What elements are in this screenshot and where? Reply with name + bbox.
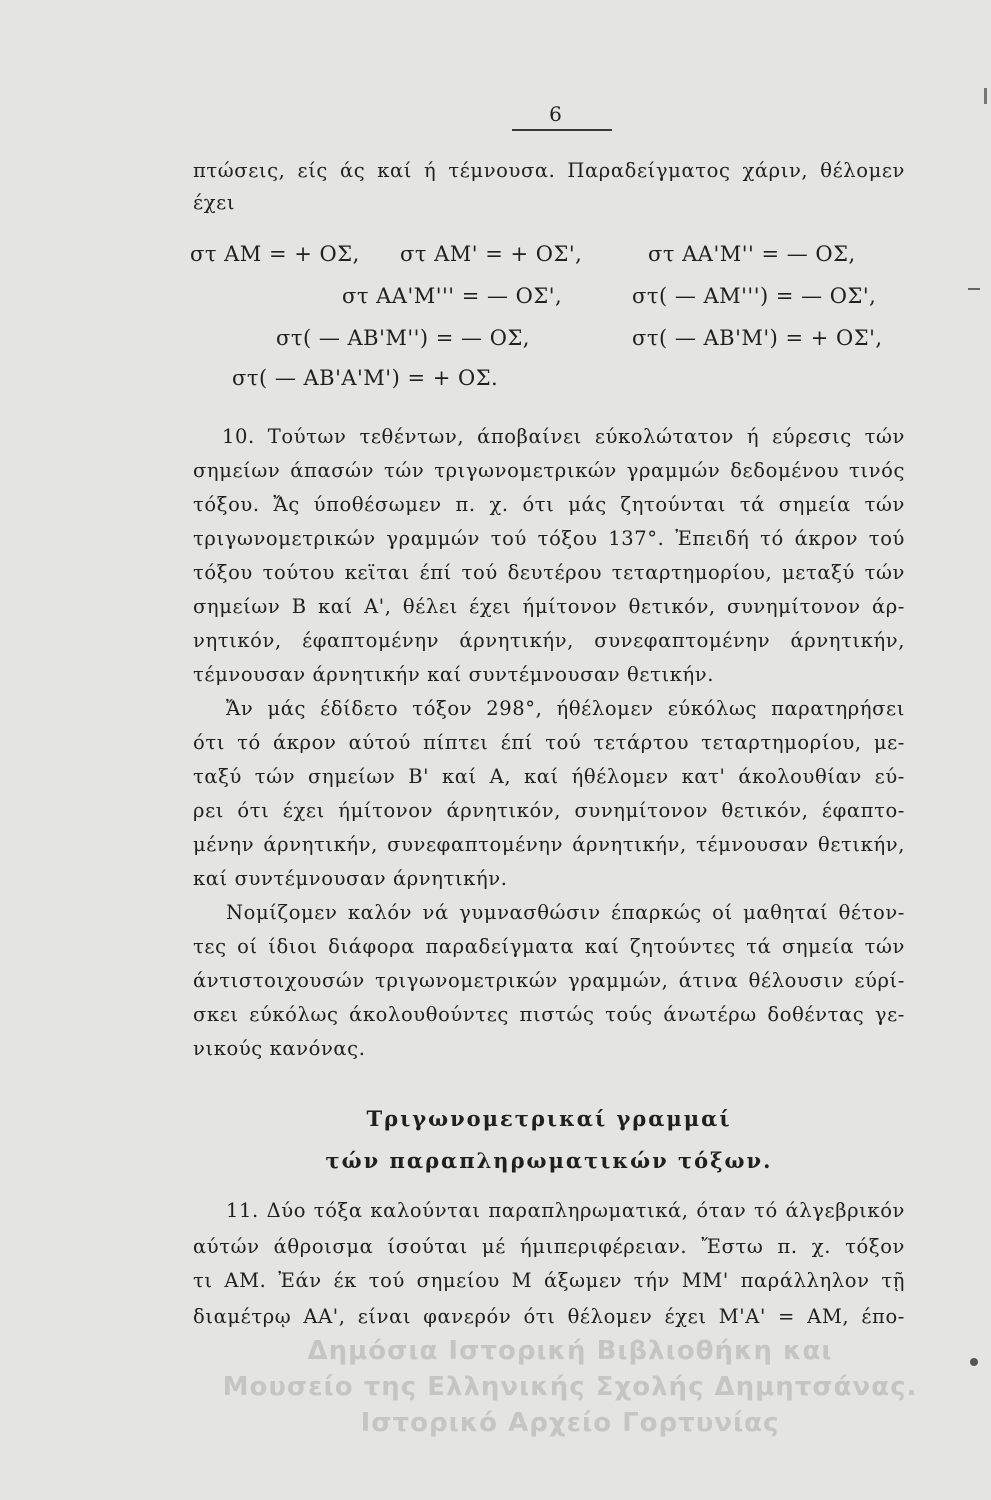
- text-line: τέμνουσαν άρνητικήν καί συντέμνουσαν θετικήν.: [193, 663, 715, 686]
- text-line: Ἄν μάς έδίδετο τόξον 298°, ήθέλομεν εύκόλως παρατηρήσει: [226, 697, 905, 720]
- text-line: σκει εύκόλως άκολουθούντες πιστώς τούς άνωτέρω δοθέντας γε-: [193, 1003, 905, 1026]
- text-line: τόξου. Ἄς ύποθέσωμεν π. χ. ότι μάς ζητούνται τά σημεία τών: [193, 493, 905, 516]
- library-watermark: Δημόσια Ιστορική Βιβλιοθήκη και: [307, 1336, 833, 1366]
- formula: στ ΑΜ = + ΟΣ,: [190, 242, 360, 266]
- page-edge-mark: [970, 1358, 978, 1366]
- formula: στ( — ΑΒ'Μ') = + ΟΣ',: [632, 326, 883, 350]
- text-line: αύτών άθροισμα ίσούται μέ ήμιπεριφέρειαν. Ἔστω π. χ. τόξον: [193, 1235, 905, 1258]
- text-line: τι ΑΜ. Ἐάν έκ τού σημείου Μ άξωμεν τήν ΜΜ' παράλληλον τῇ: [193, 1269, 905, 1292]
- text-line: σημείων Β καί Α', θέλει έχει ήμίτονον θετικόν, συνημίτονον άρ-: [193, 595, 905, 618]
- text-line: 10. Τούτων τεθέντων, άποβαίνει εύκολώτατον ή εύρεσις τών: [222, 425, 905, 448]
- text-line: μένην άρνητικήν, συνεφαπτομένην άρνητικήν, τέμνουσαν θετικήν,: [193, 833, 905, 856]
- formula: στ ΑΑ'Μ'' = — ΟΣ,: [648, 242, 856, 266]
- formula: στ( — ΑΜ''') = — ΟΣ',: [632, 284, 877, 308]
- section-heading: τών παραπληρωματικών τόξων.: [325, 1148, 773, 1173]
- text-line: τες οί ίδιοι διάφορα παραδείγματα καί ζητούντες τά σημεία τών: [193, 935, 905, 958]
- text-line: τριγωνομετρικών γραμμών τού τόξου 137°. Ἐπειδή τό άκρον τού: [193, 527, 905, 550]
- formula: στ ΑΜ' = + ΟΣ',: [400, 242, 583, 266]
- text-line: νικούς κανόνας.: [193, 1037, 366, 1060]
- text-line: άντιστοιχουσών τριγωνομετρικών γραμμών, άτινα θέλουσιν εύρί-: [193, 969, 905, 992]
- formula: στ ΑΑ'Μ''' = — ΟΣ',: [342, 284, 563, 308]
- text-line: τόξου τούτου κεϊται έπί τού δευτέρου τεταρτημορίου, μεταξύ τών: [193, 561, 905, 584]
- page-number-rule: [512, 129, 612, 131]
- text-line: καί συντέμνουσαν άρνητικήν.: [193, 867, 508, 890]
- text-line: πτώσεις, είς άς καί ή τέμνουσα. Παραδείγματος χάριν, θέλομεν: [193, 159, 905, 182]
- page-number: 6: [549, 102, 563, 126]
- text-line: έχει: [193, 191, 236, 214]
- formula: στ( — ΑΒ'Α'Μ') = + ΟΣ.: [232, 366, 499, 390]
- formula: στ( — ΑΒ'Μ'') = — ΟΣ,: [276, 326, 530, 350]
- text-line: σημείων άπασών τών τριγωνομετρικών γραμμών δεδομένου τινός: [193, 459, 905, 482]
- page-edge-mark: [984, 88, 987, 104]
- library-watermark: Ιστορικό Αρχείο Γορτυνίας: [360, 1408, 780, 1438]
- library-watermark: Μουσείο της Ελληνικής Σχολής Δημητσάνας.: [222, 1372, 918, 1402]
- text-line: Νομίζομεν καλόν νά γυμνασθώσιν έπαρκώς οί μαθηταί θέτον-: [226, 901, 905, 924]
- text-line: νητικόν, έφαπτομένην άρνητικήν, συνεφαπτομένην άρνητικήν,: [193, 629, 905, 652]
- text-line: διαμέτρῳ ΑΑ', είναι φανερόν ότι θέλομεν έχει Μ'Α' = ΑΜ, έπο-: [193, 1305, 905, 1328]
- text-line: ρει ότι έχει ήμίτονον άρνητικόν, συνημίτονον θετικόν, έφαπτο-: [193, 799, 905, 822]
- text-line: ότι τό άκρον αύτού πίπτει έπί τού τετάρτου τεταρτημορίου, με-: [193, 731, 905, 754]
- page-edge-mark: [968, 288, 980, 290]
- text-line: 11. Δύο τόξα καλούνται παραπληρωματικά, όταν τό άλγεβρικόν: [226, 1199, 905, 1222]
- section-heading: Τριγωνομετρικαί γραμμαί: [366, 1106, 732, 1131]
- text-line: ταξύ τών σημείων Β' καί Α, καί ήθέλομεν κατ' άκολουθίαν εύ-: [193, 765, 905, 788]
